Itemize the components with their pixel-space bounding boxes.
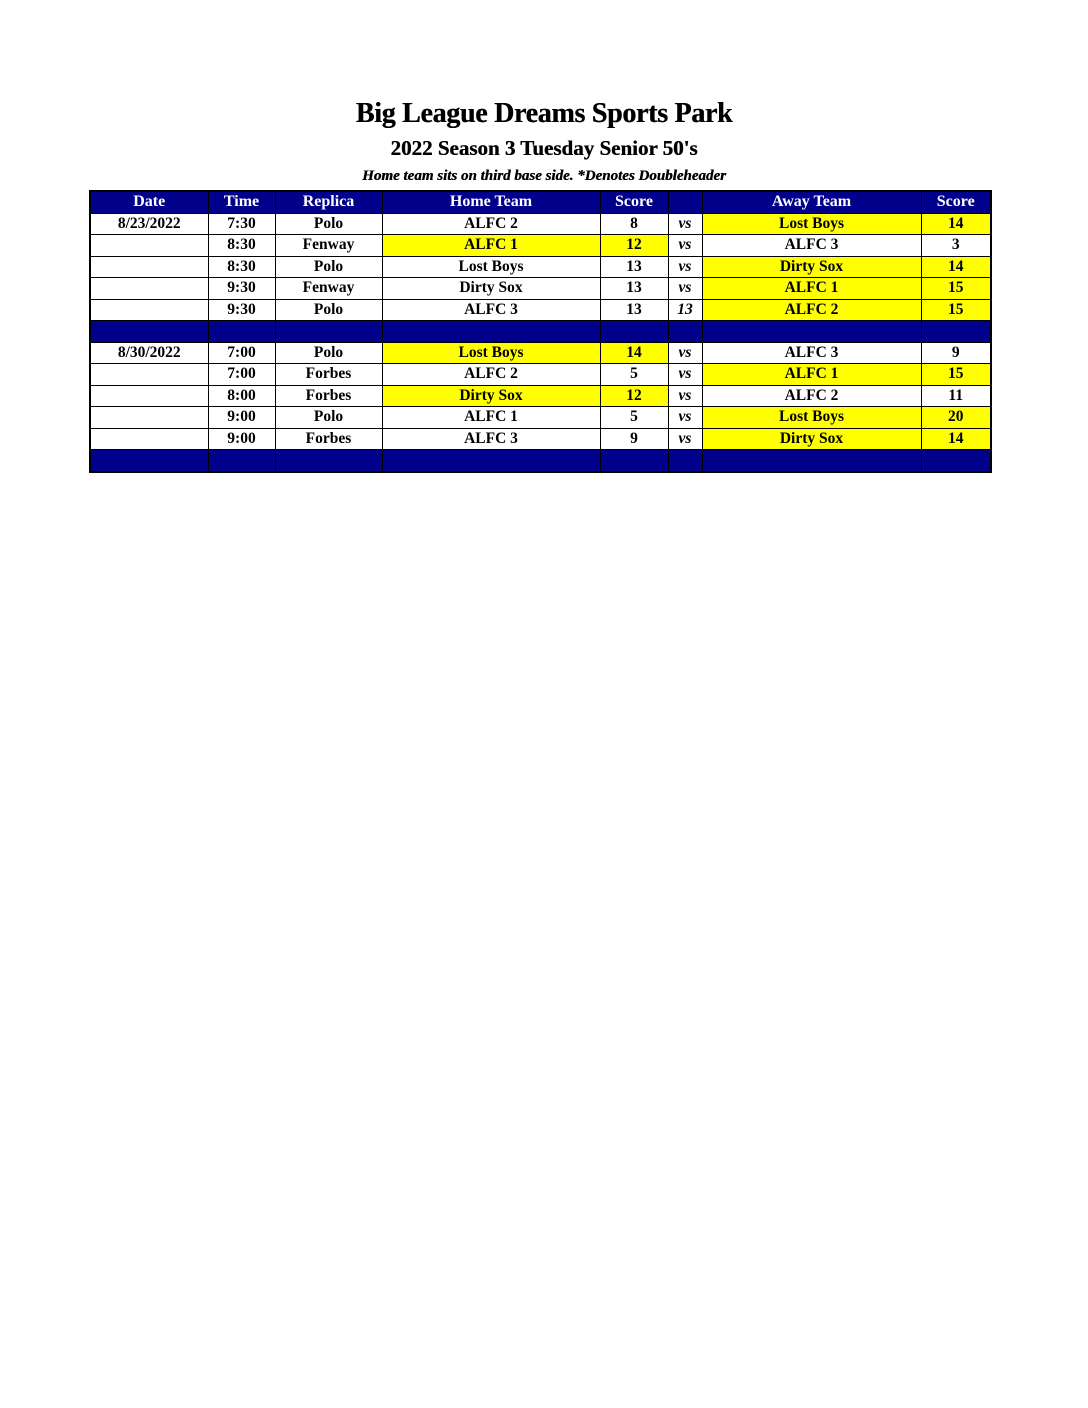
separator-cell <box>921 321 991 343</box>
date-cell <box>90 385 208 407</box>
separator-cell <box>208 450 275 472</box>
home-team-cell: ALFC 1 <box>382 407 600 429</box>
home-score-cell: 9 <box>600 428 668 450</box>
home-score-cell: 12 <box>600 385 668 407</box>
home-score-cell: 5 <box>600 407 668 429</box>
vs-cell: 13 <box>668 299 702 321</box>
away-score-cell: 15 <box>921 364 991 386</box>
away-team-cell: ALFC 3 <box>702 235 921 257</box>
separator-cell <box>668 321 702 343</box>
replica-cell: Polo <box>275 213 382 235</box>
schedule-note: Home team sits on third base side. *Denotes Doubleheader <box>362 168 726 184</box>
away-team-cell: ALFC 3 <box>702 342 921 364</box>
table-row <box>90 385 991 407</box>
column-header-time: Time <box>208 191 275 213</box>
replica-cell: Forbes <box>275 428 382 450</box>
home-team-cell: Lost Boys <box>382 256 600 278</box>
separator-cell <box>90 450 208 472</box>
separator-cell <box>208 321 275 343</box>
replica-cell: Fenway <box>275 235 382 257</box>
vs-cell: vs <box>668 213 702 235</box>
schedule-rows <box>90 213 991 472</box>
vs-cell: vs <box>668 342 702 364</box>
column-header-away-score: Score <box>921 191 991 213</box>
separator-cell <box>275 321 382 343</box>
vs-cell: vs <box>668 407 702 429</box>
separator-cell <box>382 321 600 343</box>
away-team-cell: ALFC 2 <box>702 299 921 321</box>
time-cell: 9:00 <box>208 428 275 450</box>
away-score-cell: 15 <box>921 278 991 300</box>
separator-row <box>90 321 991 343</box>
away-score-cell: 14 <box>921 213 991 235</box>
date-cell <box>90 278 208 300</box>
separator-cell <box>702 450 921 472</box>
date-cell <box>90 256 208 278</box>
replica-cell: Fenway <box>275 278 382 300</box>
separator-cell <box>600 450 668 472</box>
time-cell: 7:30 <box>208 213 275 235</box>
home-score-cell: 14 <box>600 342 668 364</box>
away-score-cell: 11 <box>921 385 991 407</box>
vs-cell: vs <box>668 385 702 407</box>
vs-cell: vs <box>668 235 702 257</box>
time-cell: 9:30 <box>208 278 275 300</box>
replica-cell: Polo <box>275 256 382 278</box>
replica-cell: Polo <box>275 407 382 429</box>
column-header-vs <box>668 191 702 213</box>
home-score-cell: 5 <box>600 364 668 386</box>
away-team-cell: ALFC 1 <box>702 364 921 386</box>
table-row <box>90 364 991 386</box>
separator-cell <box>90 321 208 343</box>
time-cell: 9:30 <box>208 299 275 321</box>
table-row <box>90 213 991 235</box>
separator-row <box>90 450 991 472</box>
away-team-cell: ALFC 1 <box>702 278 921 300</box>
away-team-cell: ALFC 2 <box>702 385 921 407</box>
table-row <box>90 235 991 257</box>
vs-cell: vs <box>668 364 702 386</box>
away-score-cell: 9 <box>921 342 991 364</box>
home-team-cell: ALFC 3 <box>382 428 600 450</box>
column-header-home-score: Score <box>600 191 668 213</box>
home-score-cell: 12 <box>600 235 668 257</box>
away-score-cell: 15 <box>921 299 991 321</box>
home-score-cell: 13 <box>600 299 668 321</box>
column-header-home-team: Home Team <box>382 191 600 213</box>
time-cell: 7:00 <box>208 342 275 364</box>
away-score-cell: 14 <box>921 428 991 450</box>
replica-cell: Forbes <box>275 385 382 407</box>
date-cell <box>90 235 208 257</box>
separator-cell <box>702 321 921 343</box>
away-score-cell: 20 <box>921 407 991 429</box>
home-team-cell: ALFC 2 <box>382 364 600 386</box>
time-cell: 8:00 <box>208 385 275 407</box>
page-title: Big League Dreams Sports Park <box>355 98 733 129</box>
table-row <box>90 342 991 364</box>
time-cell: 7:00 <box>208 364 275 386</box>
date-cell <box>90 407 208 429</box>
page-subtitle: 2022 Season 3 Tuesday Senior 50's <box>390 136 698 160</box>
home-team-cell: ALFC 1 <box>382 235 600 257</box>
separator-cell <box>382 450 600 472</box>
home-team-cell: Lost Boys <box>382 342 600 364</box>
time-cell: 8:30 <box>208 256 275 278</box>
column-header-away-team: Away Team <box>702 191 921 213</box>
date-cell <box>90 364 208 386</box>
table-row <box>90 256 991 278</box>
table-row <box>90 299 991 321</box>
home-score-cell: 13 <box>600 256 668 278</box>
time-cell: 8:30 <box>208 235 275 257</box>
separator-cell <box>668 450 702 472</box>
table-header-row <box>90 191 991 213</box>
away-team-cell: Lost Boys <box>702 407 921 429</box>
date-cell: 8/30/2022 <box>90 342 208 364</box>
replica-cell: Polo <box>275 299 382 321</box>
away-team-cell: Lost Boys <box>702 213 921 235</box>
away-team-cell: Dirty Sox <box>702 256 921 278</box>
schedule-table <box>89 190 992 473</box>
home-score-cell: 8 <box>600 213 668 235</box>
away-score-cell: 3 <box>921 235 991 257</box>
home-team-cell: Dirty Sox <box>382 385 600 407</box>
home-team-cell: ALFC 3 <box>382 299 600 321</box>
column-header-replica: Replica <box>275 191 382 213</box>
home-score-cell: 13 <box>600 278 668 300</box>
home-team-cell: Dirty Sox <box>382 278 600 300</box>
separator-cell <box>275 450 382 472</box>
home-team-cell: ALFC 2 <box>382 213 600 235</box>
column-header-date: Date <box>90 191 208 213</box>
table-row <box>90 428 991 450</box>
separator-cell <box>921 450 991 472</box>
time-cell: 9:00 <box>208 407 275 429</box>
replica-cell: Forbes <box>275 364 382 386</box>
vs-cell: vs <box>668 278 702 300</box>
table-row <box>90 407 991 429</box>
vs-cell: vs <box>668 256 702 278</box>
date-cell <box>90 299 208 321</box>
away-score-cell: 14 <box>921 256 991 278</box>
separator-cell <box>600 321 668 343</box>
away-team-cell: Dirty Sox <box>702 428 921 450</box>
date-cell <box>90 428 208 450</box>
vs-cell: vs <box>668 428 702 450</box>
table-row <box>90 278 991 300</box>
replica-cell: Polo <box>275 342 382 364</box>
date-cell: 8/23/2022 <box>90 213 208 235</box>
